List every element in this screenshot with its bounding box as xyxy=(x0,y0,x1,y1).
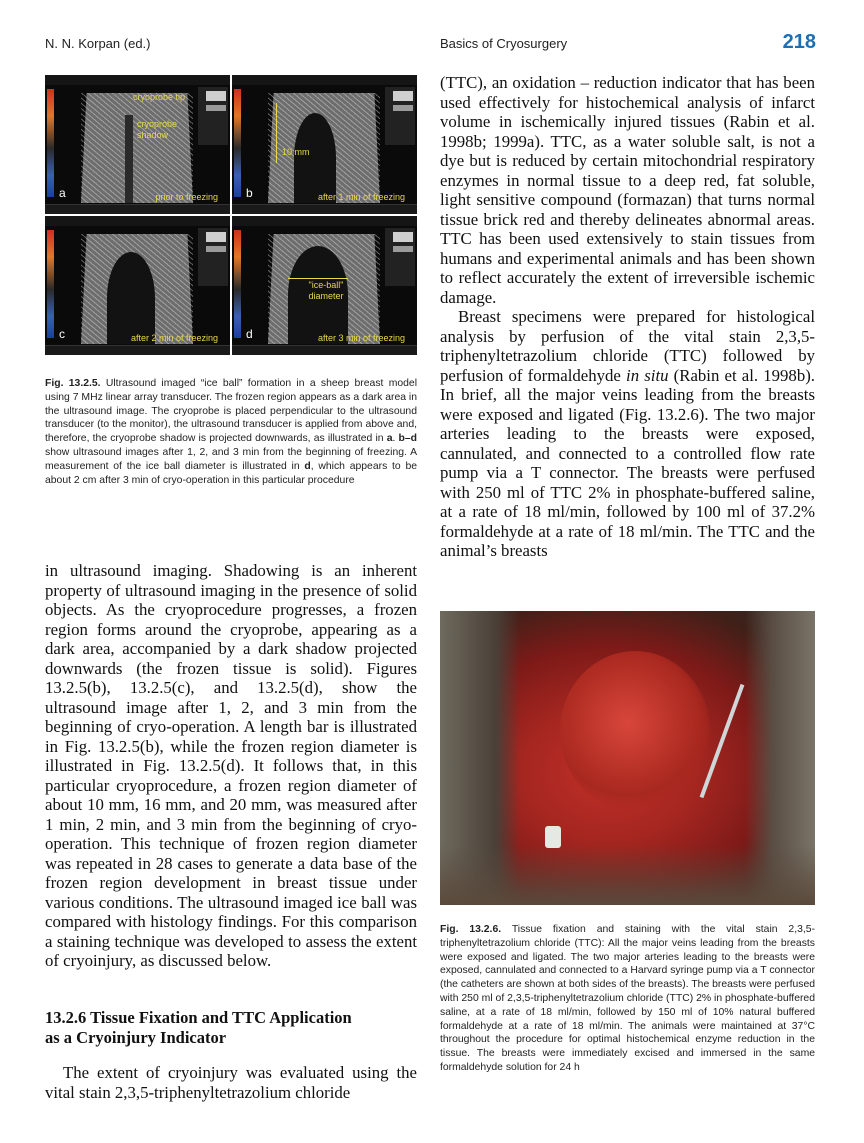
ultrasound-panel-c xyxy=(45,216,230,355)
section-paragraph xyxy=(45,1063,417,1102)
panel-letter-d: d xyxy=(246,327,253,341)
caption-ref-d: d xyxy=(304,460,311,472)
left-column-paragraph xyxy=(45,561,417,971)
figure-label: Fig. 13.2.6. xyxy=(440,924,502,935)
right-column-text xyxy=(440,73,815,561)
section-heading xyxy=(45,1008,417,1047)
panel-letter-b: b xyxy=(246,186,253,200)
caption-ref-bd: b–d xyxy=(398,433,417,445)
body-paragraph: (TTC), an oxidation – reduction indicator that has been used effectively for histochemical analysis of infarct volume in ischemically injured tissues (Rabin et al. 1998b; 1999a). TTC, as a water soluble salt, is not a dye but is reduced by certain mitochondrial respiratory enzymes in normal tissue to a deep red, fat soluble, light sensitive compound (formazan) that turns normal tissue brick red and thereby delineates abnormal areas. TTC has been used extensively to stain tissues from humans and experimental animals and has been shown to reflect accurately the extent of irreversible ischemic damage. xyxy=(440,73,815,307)
caption-text: , which appears to be about 2 cm after 3 min of cryo-operation in this particular procedure xyxy=(45,460,417,486)
surgical-photo xyxy=(440,611,815,905)
caption-text: show ultrasound images after 1, 2, and 3 min from the beginning of freezing. A measurement of the ice ball diameter is illustrated in xyxy=(45,446,417,472)
running-header-author: N. N. Korpan (ed.) xyxy=(45,36,151,51)
panel-caption-a: prior to freezing xyxy=(155,192,218,202)
running-header-title: Basics of Cryosurgery xyxy=(440,36,568,51)
section-heading-line: 13.2.6 Tissue Fixation and TTC Application xyxy=(45,1008,352,1027)
italic-term: in situ xyxy=(626,365,669,385)
label-cryoprobe-shadow: cryoprobe shadow xyxy=(137,119,178,140)
panel-caption-b: after 1 min of freezing xyxy=(317,192,405,202)
label-cryoprobe-tip: cryoprobe tip xyxy=(133,92,186,102)
ultrasound-panel-b xyxy=(232,75,417,214)
figure-label: Fig. 13.2.5. xyxy=(45,378,101,389)
section-heading-line: as a Cryoinjury Indicator xyxy=(45,1027,227,1047)
caption-text: . xyxy=(392,433,399,445)
page-number: 218 xyxy=(782,31,816,53)
caption-text: Ultrasound imaged “ice ball” formation in a sheep breast model using 7 MHz linear array transducer. The frozen region appears as a dark area in the ultrasound image. The cryoprobe is placed perpendicular to the ultrasound transducer (to the monitor), the ultrasound transducer is applied from above and, therefore, the cryoprobe shadow is projected downwards, as illustrated in xyxy=(45,378,418,445)
panel-letter-c: c xyxy=(59,327,65,341)
label-10mm: 10 mm xyxy=(282,147,310,157)
panel-letter-a: a xyxy=(59,186,66,200)
ultrasound-panel-d xyxy=(232,216,417,355)
figure-caption-13-2-6 xyxy=(440,923,815,1075)
panel-caption-d: after 3 min of freezing xyxy=(317,333,405,343)
label-ice-ball-diameter: "ice-ball" diameter xyxy=(308,280,344,301)
figure-caption-13-2-5 xyxy=(45,377,417,487)
caption-text: Tissue fixation and staining with the vital stain 2,3,5-triphenyltetrazolium chloride (TTC): All the major veins leading from the breasts were exposed and ligated. The two major arteries leading to the breasts were exposed, cannulated and connected to a Harvard syringe pump via a T connector (the catheters are shown at both sides of the breasts). The breasts were perfused with 250 ml of 2,3,5-triphenyltetrazolium chloride (TTC) 2% in phosphate-buffered saline, at a rate of 18 ml/min, followed by 150 ml of 10% natural buffered formaldehyde at a rate of 18 ml/min. The animals were maintained at 37°C throughout the procedure for optimal histochemical enzyme reduction in the tissue. The breasts were immediately excised and immersed in the same formaldehyde solution for 24 h xyxy=(440,924,815,1073)
panel-caption-c: after 2 min of freezing xyxy=(130,333,218,343)
ultrasound-figure xyxy=(45,75,417,355)
body-paragraph: Breast specimens were prepared for histological analysis by perfusion of the vital stain 2,3,5-triphenyltetrazolium chloride (TTC) followed by perfusion of formaldehyde in situ (Rabin et al. 1998b). In brief, all the major veins leading from the breasts were exposed and ligated (Fig. 13.2.6). The two major arteries leading to the breasts were exposed, cannulated, and connected to a controlled flow rate pump via a T connector. The breasts were perfused with 250 ml of TTC 2% in phosphate-buffered saline, at a rate of 18 ml/min, followed by 100 ml of 37.2% formaldehyde at a rate of 18 ml/min. The TTC and the animal’s breasts xyxy=(440,307,815,560)
ultrasound-panel-a xyxy=(45,75,230,214)
caption-ref-a: a xyxy=(386,433,393,445)
body-paragraph: The extent of cryoinjury was evaluated using the vital stain 2,3,5-triphenyltetrazolium chloride xyxy=(45,1063,417,1102)
body-paragraph: in ultrasound imaging. Shadowing is an inherent property of ultrasound imaging in the presence of solid objects. As the cryoprocedure progresses, a frozen region forms around the cryoprobe, appearing as a dark area, accompanied by a dark shadow projected downwards (the frozen tissue is solid). Figures 13.2.5(b), 13.2.5(c), and 13.2.5(d), show the ultrasound image after 1, 2, and 3 min from the beginning of cryo-operation. A length bar is illustrated in Fig. 13.2.5(b), while the frozen region diameter is illustrated in Fig. 13.2.5(d). It follows that, in this particular cryoprocedure, a frozen region diameter of about 10 mm, 16 mm, and 20 mm, was measured after 1 min, 2 min, and 3 min from the beginning of cryo-operation. This technique of frozen region diameter was repeated in 28 cases to generate a data base of the frozen region development in breast tissue under various conditions. The ultrasound imaged ice ball was compared with histology findings. For this comparison a staining technique was developed to assess the extent of cryoinjury, as discussed below. xyxy=(45,561,417,970)
